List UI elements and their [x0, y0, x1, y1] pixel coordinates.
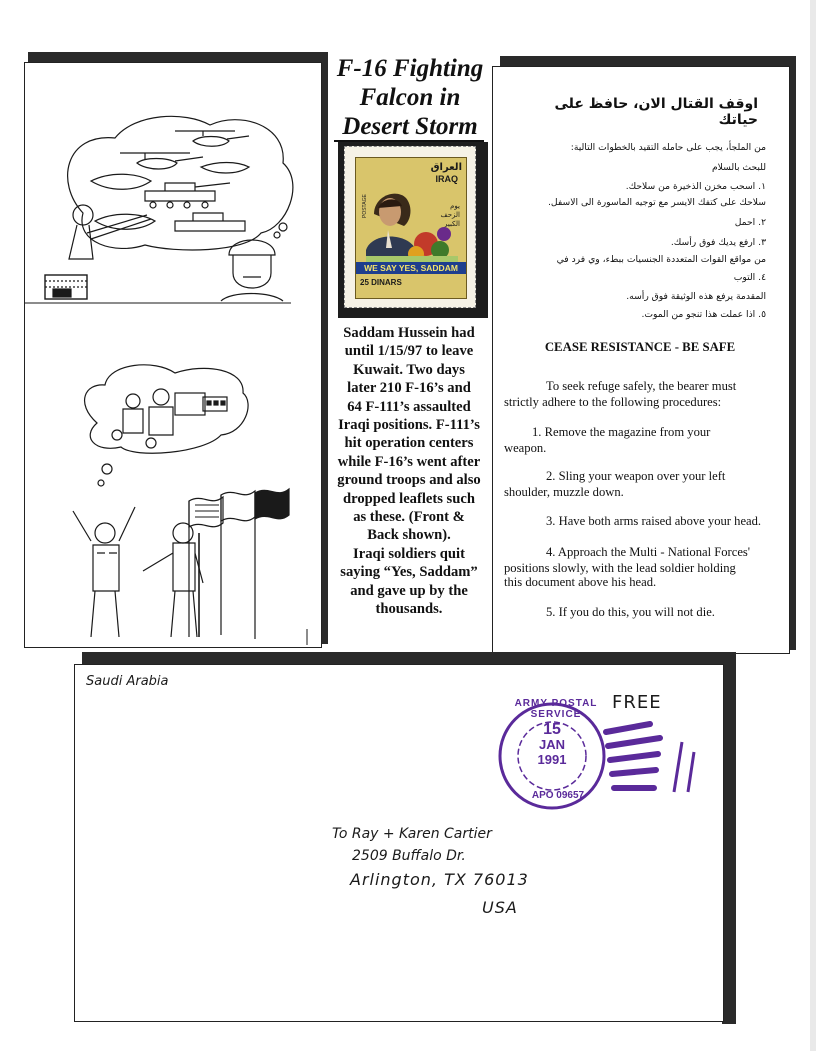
intro-line-2: strictly adhere to the following procedures: [504, 395, 722, 409]
stamp-image [355, 157, 467, 299]
envelope-shadow-side [722, 652, 736, 1024]
surrendering-soldier-drawing [73, 507, 135, 637]
step-2-line-b: shoulder, muzzle down. [504, 485, 624, 499]
caption-line: hit operation centers [344, 435, 474, 452]
stamp-portrait-drawing [356, 158, 466, 298]
arabic-line: سلاحك على كتفك الايسر مع توجيه الماسورة الى الاسفل. [548, 197, 766, 208]
caption-line: and gave up by the [350, 582, 468, 599]
page-title [326, 54, 494, 141]
postmark-date [526, 722, 578, 767]
caption-line: thousands. [375, 601, 443, 618]
caption-line: Kuwait. Two days [353, 361, 465, 378]
step-5: 5. If you do this, you will not die. [546, 605, 715, 619]
leaflet-front-illustration [24, 62, 322, 648]
arabic-line: المقدمة يرفع هذه الوثيقة فوق رأسه. [626, 291, 766, 302]
caption-line: dropped leaflets such [343, 490, 475, 507]
arabic-line: ٣. ارفع يديك فوق رأسك. [670, 237, 766, 248]
postmark-top-text: ARMY POSTAL SERVICE [514, 698, 598, 720]
coalition-soldier-drawing [143, 523, 203, 637]
iraq-postage-stamp [344, 146, 476, 308]
address-line-3: Arlington, TX 76013 [350, 870, 529, 889]
postmark-month: JAN [538, 737, 565, 752]
arabic-heading: اوقف القتال الان، حافظ على حياتك [554, 96, 758, 128]
page-edge [810, 0, 816, 1051]
caption-line: Iraqi soldiers quit [353, 545, 465, 562]
small-flag-drawing [203, 397, 227, 411]
title-line-1: F-16 Fighting [336, 55, 484, 82]
arabic-line: ٤. التوب [733, 272, 766, 283]
caption-line: as these. (Front & [353, 509, 465, 526]
postmark-year: 1991 [537, 752, 567, 767]
stamp-postage-label: POSTAGE [362, 194, 368, 218]
stamp-denomination: 25 DINARS [360, 278, 402, 287]
english-heading: CEASE RESISTANCE - BE SAFE [544, 340, 736, 354]
soldier-with-rifle-drawing [69, 205, 151, 259]
arabic-line: ١. اسحب مخزن الذخيرة من سلاحك. [625, 181, 766, 192]
helmeted-soldier-head-drawing [221, 223, 287, 301]
arabic-line: ٢. احمل [734, 217, 766, 228]
postmark [486, 692, 706, 816]
caption-line: Back shown). [367, 527, 451, 544]
address-line-1: To Ray + Karen Cartier [332, 826, 492, 842]
step-4-line-b: positions slowly, with the lead soldier holding [504, 561, 736, 575]
hatched-box [45, 275, 87, 299]
free-mark: FREE [612, 692, 662, 713]
caption-line: Saddam Hussein had [343, 325, 475, 341]
address-line-4: USA [482, 898, 518, 917]
leaflet-front-drawing [25, 63, 321, 647]
caption-line: saying “Yes, Saddam” [340, 564, 478, 581]
arabic-line: من الملجأ، يجب على حامله التقيد بالخطوات التالية: [570, 142, 766, 153]
arabic-line: من مواقع القوات المتعددة الجنسيات ببطء، وي فرد في [556, 254, 766, 265]
thought-cloud-attack [68, 116, 293, 250]
postmark-bottom-text: APO 09657 [531, 790, 585, 801]
step-3: 3. Have both arms raised above your head. [546, 514, 762, 528]
caption-line: later 210 F-16’s and [347, 380, 471, 397]
thought-cloud-family [85, 365, 249, 453]
step-2-line-a: 2. Sling your weapon over your left [546, 469, 726, 483]
postmark-day: 15 [543, 721, 561, 738]
arabic-line: للبحث بالسلام [711, 162, 766, 173]
arabic-line: ٥. اذا عملت هذا تنجو من الموت. [641, 309, 766, 320]
title-line-2: Falcon in [359, 84, 461, 111]
stamp-country-arabic: العراق [430, 162, 462, 173]
caption-line: until 1/15/97 to leave [344, 343, 474, 360]
caption-line: 64 F-111’s assaulted [347, 398, 471, 415]
stamp-country-latin: IRAQ [435, 174, 458, 184]
caption-line: while F-16’s went after [337, 453, 481, 470]
step-4-line-a: 4. Approach the Multi - National Forces' [546, 545, 751, 559]
step-1-line-a: 1. Remove the magazine from your [532, 425, 711, 439]
intro-line-1: To seek refuge safely, the bearer must [546, 379, 737, 393]
stamp-caption [326, 324, 492, 619]
step-1-line-b: weapon. [504, 441, 547, 455]
coalition-flags-drawing [189, 489, 289, 639]
stamp-side-text-1: يوم [450, 202, 460, 210]
step-4-line-c: this document above his head. [504, 575, 657, 589]
stamp-side-text-3: الكبير [443, 220, 460, 228]
caption-line: ground troops and also [337, 472, 481, 489]
stamp-side-text-2: الزحف [440, 211, 460, 219]
stamp-slogan: WE SAY YES, SADDAM [356, 262, 466, 274]
address-line-2: 2509 Buffalo Dr. [352, 848, 466, 864]
title-line-3: Desert Storm [342, 113, 478, 140]
caption-line: Iraqi positions. F-111’s [338, 417, 480, 434]
envelope-origin: Saudi Arabia [86, 674, 169, 689]
